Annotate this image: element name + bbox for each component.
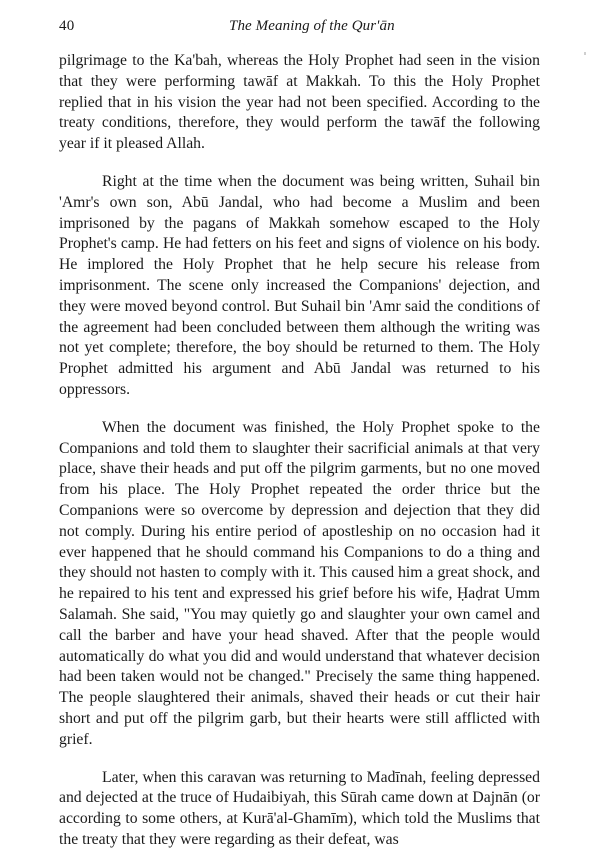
page-header bbox=[59, 18, 540, 38]
paragraph-3: When the document was finished, the Holy Prophet spoke to the Companions and told them to slaughter their sacrificial animals at that very place, shave their heads and put off the pilgrim garments, but no one moved from his place. The Holy Prophet repeated the order thrice but the Companions were so overcome by depression and dejection that they did not comply. During his entire period of apostleship on no occasion had it ever happened that he should command his Companions to do a thing and they should not hasten to comply with it. This caused him a great shock, and he repaired to his tent and expressed his grief before his wife, Ḥaḍrat Umm Salamah. She said, "You may quietly go and slaughter your own camel and call the barber and have your head shaved. After that the people would automatically do what you did and would understand that whatever decision had been taken would not be changed." Precisely the same thing happened. The people slaughtered their animals, shaved their heads or cut their hair short and put off the pilgrim garb, but their hearts were still afflicted with grief. bbox=[59, 418, 540, 748]
page-number: 40 bbox=[59, 18, 75, 34]
body-text bbox=[59, 51, 540, 851]
paragraph-4: Later, when this caravan was returning to Madīnah, feeling depressed and dejected at the truce of Hudaibiyah, this Sūrah came down at Dajnān (or according to some others, at Kurā'al-Ghamīm), which told the Muslims that the treaty that they were regarding as their defeat, was bbox=[59, 768, 540, 848]
paragraph-2: Right at the time when the document was being written, Suhail bin 'Amr's own son, Abū Jandal, who had become a Muslim and been imprisoned by the pagans of Makkah somehow escaped to the Holy Prophet's camp. He had fetters on his feet and signs of violence on his body. He implored the Holy Prophet that he help secure his release from imprisonment. The scene only increased the Companions' dejection, and they were moved beyond control. But Suhail bin 'Amr said the conditions of the agreement had been concluded between them although the writing was not yet complete; therefore, the boy should be returned to them. The Holy Prophet admitted his argument and Abū Jandal was returned to his oppressors. bbox=[59, 172, 540, 398]
running-title: The Meaning of the Qur'ān bbox=[229, 18, 395, 34]
paragraph-1: pilgrimage to the Ka'bah, whereas the Holy Prophet had seen in the vision that they were performing tawāf at Makkah. To this the Holy Prophet replied that in his vision the year had not been specified. According to the treaty conditions, therefore, they would perform the tawāf the following year if it pleased Allah. bbox=[59, 52, 540, 153]
scan-speck bbox=[584, 52, 586, 55]
